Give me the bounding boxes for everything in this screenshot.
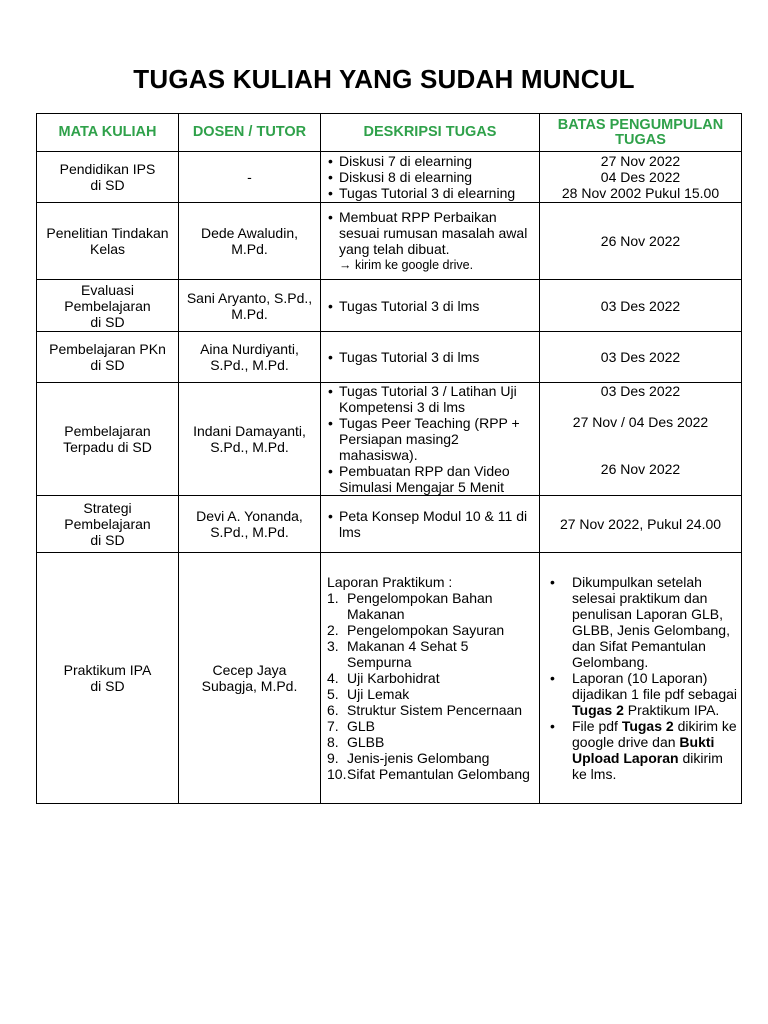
list-item: 10. Sifat Pemantulan Gelombang: [327, 766, 530, 782]
task-list: [325, 383, 535, 495]
course-name: Pendidikan IPS: [59, 161, 156, 177]
lecturer-name: S.Pd., M.Pd.: [210, 357, 289, 373]
note-item: • File pdf Tugas 2 dikirim ke google drive dan Bukti Upload Laporan dikirim ke lms.: [572, 718, 737, 782]
course-cell: [37, 152, 179, 203]
notes-list: [544, 574, 737, 782]
header-deadline-line2: TUGAS: [615, 131, 666, 148]
course-cell: [37, 203, 179, 280]
task-item: • Peta Konsep Modul 10 & 11 di lms: [339, 508, 535, 540]
table-row: [37, 383, 742, 496]
course-cell: [37, 383, 179, 496]
table-row: [37, 332, 742, 383]
deadline-text: 27 Nov 2022, Pukul 24.00: [559, 516, 722, 532]
course-cell: [37, 332, 179, 383]
list-item: 8. GLBB: [327, 734, 385, 750]
course-cell: [37, 280, 179, 332]
table-row: [37, 553, 742, 804]
course-name: di SD: [90, 357, 125, 373]
lecturer-name: Aina Nurdiyanti,: [200, 341, 299, 357]
course-cell: [37, 553, 179, 804]
deadline-cell: [540, 203, 742, 280]
course-cell: [37, 496, 179, 553]
lecturer-cell: [179, 203, 321, 280]
description-cell: [321, 280, 540, 332]
deadline-cell: [540, 496, 742, 553]
report-heading: Laporan Praktikum :: [327, 574, 453, 590]
header-deadline: [540, 114, 742, 152]
course-name: Pembelajaran: [64, 516, 151, 532]
lecturer-name: Sani Aryanto, S.Pd.,: [186, 289, 313, 306]
lecturer-name: S.Pd., M.Pd.: [210, 439, 289, 455]
deadline-text: 27 Nov / 04 Des 2022: [572, 414, 709, 430]
lecturer-name: Subagja, M.Pd.: [201, 678, 298, 694]
lecturer-name: Dede Awaludin,: [200, 225, 299, 241]
task-item: • Diskusi 7 di elearning: [339, 153, 535, 169]
note-item: • Laporan (10 Laporan) dijadikan 1 file pdf sebagai Tugas 2 Praktikum IPA.: [572, 670, 737, 718]
deadline-text: 03 Des 2022: [600, 297, 681, 314]
course-name: Evaluasi: [81, 281, 134, 298]
task-item: • Diskusi 8 di elearning: [339, 169, 535, 185]
deadline-cell: [540, 383, 742, 496]
course-name: Terpadu di SD: [63, 439, 152, 455]
deadline-text: 27 Nov 2022: [600, 153, 681, 169]
table-row: [37, 203, 742, 280]
list-item: 7. GLB: [327, 718, 376, 734]
deadline-text: 26 Nov 2022: [600, 233, 681, 249]
lecturer-name: S.Pd., M.Pd.: [210, 524, 289, 540]
list-item: 9. Jenis-jenis Gelombang: [327, 750, 490, 766]
course-name: Strategi: [83, 500, 132, 516]
table-row: [37, 280, 742, 332]
list-item: 1. Pengelompokan Bahan Makanan: [327, 590, 493, 622]
course-name: Praktikum IPA: [63, 662, 152, 678]
course-name: di SD: [90, 313, 125, 330]
header-course: MATA KULIAH: [37, 114, 179, 152]
list-item: 6. Struktur Sistem Pencernaan: [327, 702, 523, 718]
task-list: [325, 508, 535, 540]
task-list: [325, 209, 535, 257]
page-title: TUGAS KULIAH YANG SUDAH MUNCUL: [133, 64, 635, 94]
header-lecturer: DOSEN / TUTOR: [179, 114, 321, 152]
task-item: • Tugas Tutorial 3 di lms: [339, 349, 535, 365]
header-description: DESKRIPSI TUGAS: [321, 114, 540, 152]
deadline-cell: [540, 152, 742, 203]
task-item: • Pembuatan RPP dan Video Simulasi Mengajar 5 Menit: [339, 463, 535, 495]
list-item: 4. Uji Karbohidrat: [327, 670, 440, 686]
lecturer-name: M.Pd.: [231, 305, 268, 322]
task-list: [325, 153, 535, 201]
course-name: Pembelajaran: [64, 297, 151, 314]
deadline-cell: [540, 553, 742, 804]
lecturer-cell: [179, 332, 321, 383]
description-cell: [321, 152, 540, 203]
list-item: 5. Uji Lemak: [327, 686, 410, 702]
course-name: di SD: [90, 678, 125, 694]
course-name: Penelitian Tindakan: [46, 225, 169, 241]
lecturer-name: Devi A. Yonanda,: [196, 508, 303, 524]
lecturer-name: Indani Damayanti,: [193, 423, 306, 439]
task-list: [325, 298, 535, 314]
description-cell: [321, 332, 540, 383]
description-cell: [321, 383, 540, 496]
deadline-text: 28 Nov 2002 Pukul 15.00: [561, 185, 720, 201]
task-note: → kirim ke google drive.: [339, 258, 474, 272]
description-cell: [321, 496, 540, 553]
course-name: di SD: [90, 532, 125, 548]
course-name: Pembelajaran PKn: [49, 341, 166, 357]
deadline-text: 03 Des 2022: [600, 383, 681, 399]
list-item: 2. Pengelompokan Sayuran: [327, 622, 505, 638]
table-row: [37, 496, 742, 553]
note-item: • Dikumpulkan setelah selesai praktikum dan penulisan Laporan GLB, GLBB, Jenis Gelombang, dan Sifat Pemantulan Gelombang.: [572, 574, 737, 670]
deadline-text: 26 Nov 2022: [600, 461, 681, 477]
task-item: • Tugas Peer Teaching (RPP + Persiapan masing2 mahasiswa).: [339, 415, 535, 463]
lecturer-cell: [179, 383, 321, 496]
course-name: Pembelajaran: [64, 423, 151, 439]
list-item: 3. Makanan 4 Sehat 5 Sempurna: [327, 638, 469, 670]
table-row: [37, 152, 742, 203]
description-cell: [321, 553, 540, 804]
lecturer-cell: [179, 496, 321, 553]
lecturer-cell: [179, 280, 321, 332]
lecturer-cell: [179, 553, 321, 804]
deadline-cell: [540, 332, 742, 383]
task-item: • Tugas Tutorial 3 / Latihan Uji Kompetensi 3 di lms: [339, 383, 535, 415]
task-item: • Tugas Tutorial 3 di elearning: [339, 185, 535, 201]
task-list: [325, 349, 535, 365]
task-item: • Membuat RPP Perbaikan sesuai rumusan masalah awal yang telah dibuat.: [339, 209, 535, 257]
table-header-row: [37, 114, 742, 152]
lecturer-name: -: [247, 169, 252, 185]
header-deadline-line1: BATAS PENGUMPULAN: [557, 116, 724, 133]
lecturer-name: Cecep Jaya: [212, 662, 287, 678]
deadline-text: 03 Des 2022: [600, 349, 681, 365]
lecturer-cell: [179, 152, 321, 203]
report-list: [327, 590, 535, 782]
course-name: Kelas: [89, 241, 126, 257]
deadline-text: 04 Des 2022: [600, 169, 681, 185]
assignment-table: [36, 113, 742, 804]
lecturer-name: M.Pd.: [231, 241, 268, 257]
task-item: • Tugas Tutorial 3 di lms: [339, 298, 535, 314]
deadline-cell: [540, 280, 742, 332]
description-cell: [321, 203, 540, 280]
course-name: di SD: [90, 177, 125, 193]
